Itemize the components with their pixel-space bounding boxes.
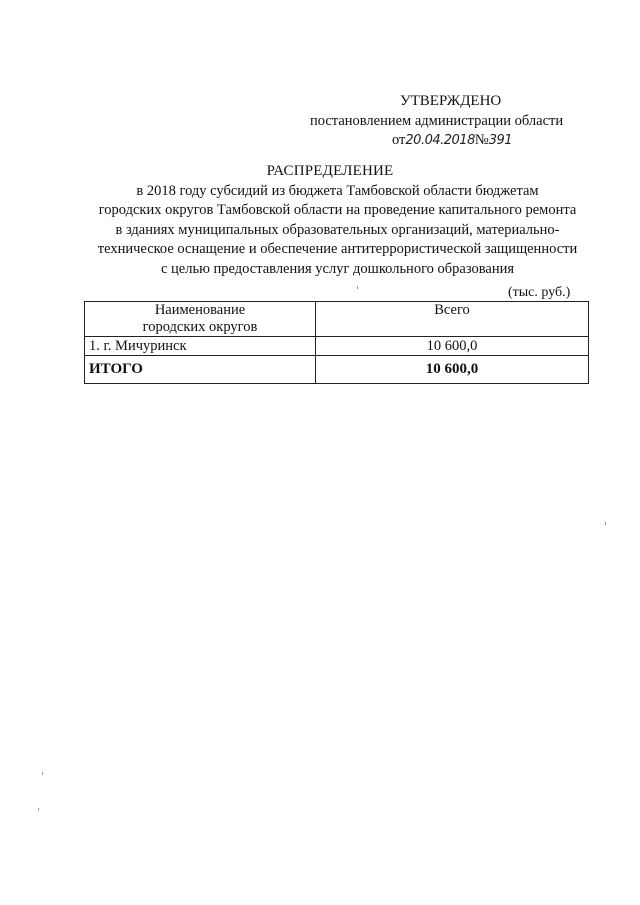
header-total: Всего bbox=[316, 302, 589, 337]
approval-date-number bbox=[392, 131, 512, 150]
row-total: 10 600,0 bbox=[316, 337, 589, 356]
approval-authority: постановлением администрации области bbox=[310, 113, 564, 129]
header-name-line: городских округов bbox=[142, 319, 258, 335]
header-name bbox=[85, 302, 316, 337]
description-line: техническое оснащение и обеспечение антитеррористической защищенности bbox=[97, 241, 578, 258]
handwritten-number: 391 bbox=[488, 133, 513, 148]
scan-speck bbox=[357, 286, 358, 289]
description-line: городских округов Тамбовской области на проведение капитального ремонта bbox=[98, 202, 577, 219]
table-header-row bbox=[85, 302, 589, 337]
unit-label: (тыс. руб.) bbox=[508, 285, 571, 300]
document-title: РАСПРЕДЕЛЕНИЕ bbox=[266, 163, 394, 179]
document-description bbox=[80, 182, 595, 279]
table-summary-row bbox=[85, 356, 589, 384]
scan-speck bbox=[42, 772, 43, 775]
scan-speck bbox=[605, 522, 606, 525]
scan-speck bbox=[38, 808, 39, 811]
date-prefix: от bbox=[392, 132, 406, 148]
description-line: в 2018 году субсидий из бюджета Тамбовской области бюджетам bbox=[136, 183, 539, 199]
table-row bbox=[85, 337, 589, 356]
header-name-line: Наименование bbox=[154, 302, 246, 318]
summary-total: 10 600,0 bbox=[316, 356, 589, 384]
number-prefix: № bbox=[474, 132, 489, 148]
description-line: в зданиях муниципальных образовательных организаций, материально- bbox=[115, 221, 560, 238]
approval-title: УТВЕРЖДЕНО bbox=[400, 93, 502, 109]
handwritten-date: 20.04.2018 bbox=[405, 133, 475, 148]
summary-name: ИТОГО bbox=[85, 356, 316, 384]
description-line: с целью предоставления услуг дошкольного образования bbox=[160, 260, 515, 277]
distribution-table bbox=[84, 301, 589, 384]
row-name: 1. г. Мичуринск bbox=[85, 337, 316, 356]
